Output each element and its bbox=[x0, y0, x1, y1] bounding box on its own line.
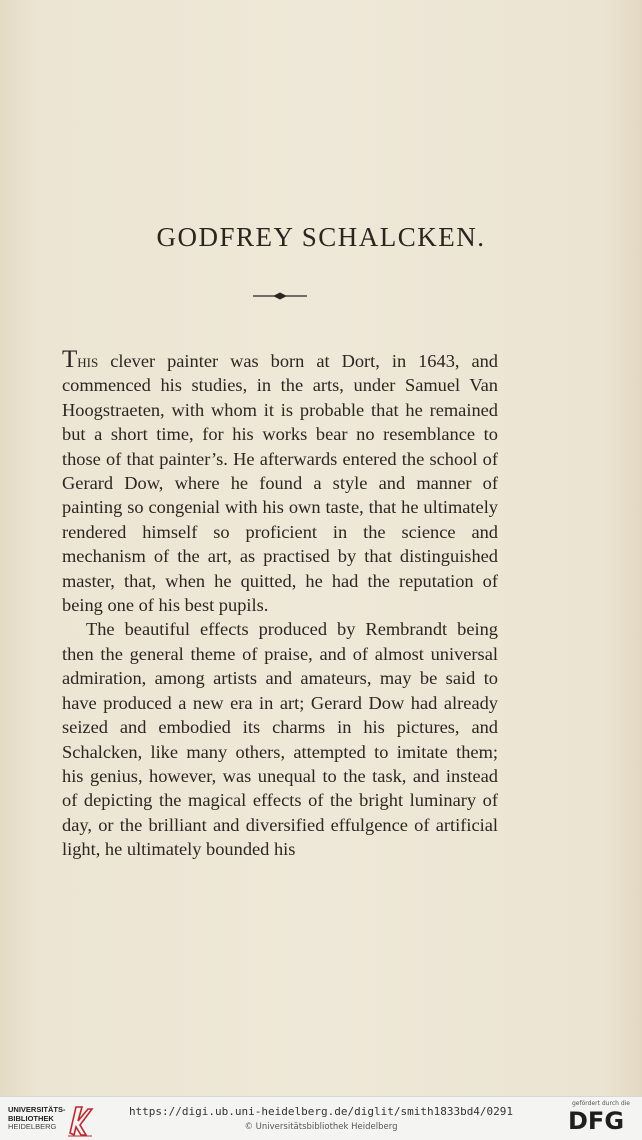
opening-smallcaps: his bbox=[77, 351, 99, 371]
paragraph-1-text: clever painter was born at Dort, in 1643, and commenced his studies, in the arts, under Samuel Van Hoogstraeten, with whom it is probable that he remained but a short time, for his works bear no resemblance to those of that painter’s. He afterwards entered the school of Gerard Dow, where he found a style and manner of painting so congenial with his own taste, that he ultimately rendered himself so proficient in the science and mechanism of the art, as practised by that distinguished master, that, when he quitted, he had the reputation of being one of his best pupils. bbox=[62, 351, 498, 616]
paragraph-2: The beautiful effects produced by Rembrandt being then the general theme of praise, and of almost universal admiration, among artists and amateurs, may be said to have produced a new era in art; Gerard Dow had already seized and embodied its charms in his pictures, and Schalcken, like many others, attempted to imitate them; his genius, however, was unequal to the task, and instead of depicting the magical effects of the bright luminary of day, or the brilliant and diversified effulgence of artificial light, he ultimately bounded his bbox=[62, 619, 498, 860]
logo-line-3: HEIDELBERG bbox=[8, 1122, 57, 1132]
chapter-title: GODFREY SCHALCKEN. bbox=[156, 222, 486, 252]
paragraph-1 bbox=[62, 346, 498, 617]
title-ornament bbox=[251, 290, 309, 302]
funding-note: gefördert durch die bbox=[572, 1100, 630, 1107]
logo-line-1: UNIVERSITÄTS- bbox=[8, 1105, 66, 1114]
logo-line-2: BIBLIOTHEK bbox=[8, 1113, 54, 1123]
dfg-wordmark: DFG bbox=[568, 1107, 625, 1135]
drop-cap: T bbox=[62, 346, 78, 373]
copyright-notice: © Universitätsbibliothek Heidelberg bbox=[244, 1122, 398, 1132]
document-url[interactable]: https://digi.ub.uni-heidelberg.de/diglit/smith1833bd4/0291 bbox=[128, 1105, 514, 1118]
footer-bar bbox=[0, 1096, 642, 1140]
body-text bbox=[62, 346, 498, 862]
dfg-logo[interactable] bbox=[566, 1100, 636, 1138]
